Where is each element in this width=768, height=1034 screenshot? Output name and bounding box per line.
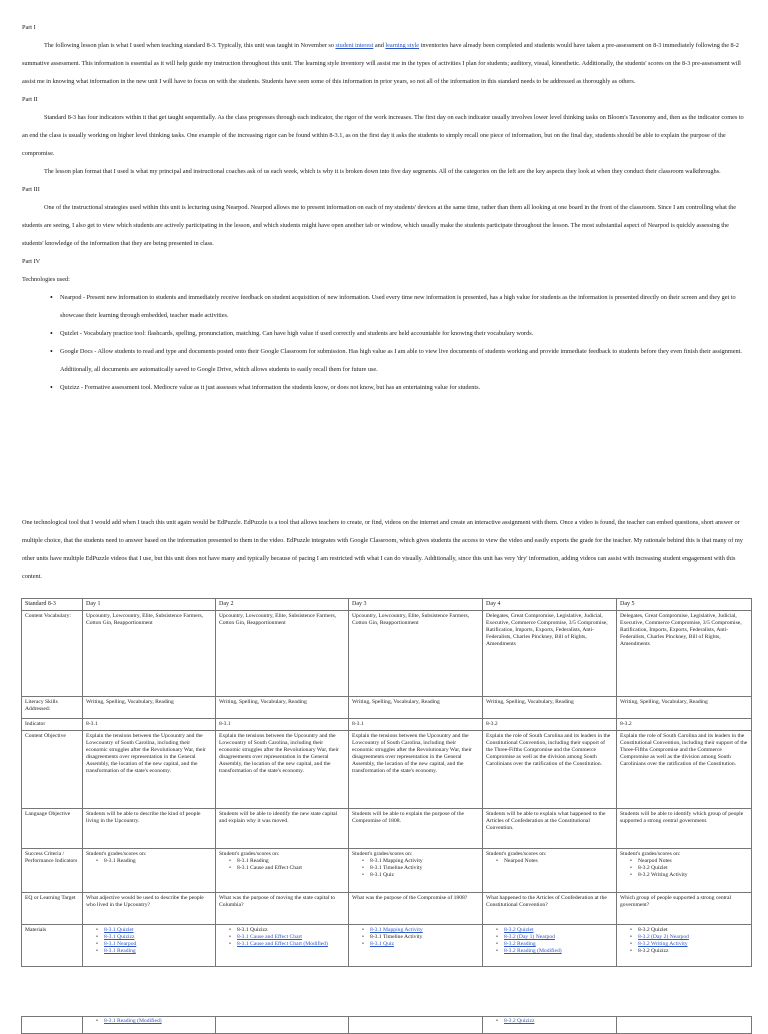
list-item[interactable] [638, 934, 748, 941]
table-cell [617, 849, 752, 893]
material-link[interactable]: 8-3.2 Quizizz [504, 1018, 535, 1024]
list-item: • 8-3.1 Quizizz [237, 927, 345, 934]
materials-list [352, 927, 479, 948]
table-cell: Explain the tensions between the Upcountry and the Lowcountry of South Carolina, including their economic struggles after the Revolutionary War, their disagreements over representation in the General Assembly, the location of the new capital, and the transformation of the state's economy. [83, 731, 216, 809]
material-link[interactable]: 8-3.1 Mapping Activity [370, 927, 423, 933]
table-cell: What was the purpose of the Compromise of 1808? [349, 893, 483, 925]
day-header: Day 3 [349, 599, 483, 611]
table-cell: Delegates, Great Compromise, Legislative, Judicial, Executive, Commerce Compromise, 3/5 Compromise, Ratification, Imports, Exports, Federalists, Anti-Federalists, Charles Pinckney, Bill of Rights, Amendments [483, 611, 617, 697]
table-cell: Writing, Spelling, Vocabulary, Reading [216, 697, 349, 719]
technologies-heading: Technologies used: [22, 276, 70, 283]
table-cell [83, 849, 216, 893]
list-item[interactable] [104, 941, 212, 948]
row-label: Content Objective [22, 731, 83, 809]
part1-paragraph [22, 37, 748, 91]
technologies-list [22, 289, 748, 397]
criteria-list [486, 858, 613, 865]
table-row [22, 719, 752, 731]
table-cell: Students will be able to explain the purpose of the Compromise of 1808. [349, 809, 483, 849]
cell-lead: Student's grades/scores on: [352, 851, 413, 857]
table-cell: Writing, Spelling, Vocabulary, Reading [349, 697, 483, 719]
row-label: Content Vocabulary: [22, 611, 83, 697]
materials-cell [349, 925, 483, 967]
material-link[interactable]: 8-3.1 Cause and Effect Chart (Modified) [237, 941, 328, 947]
table-cell: Students will be able to explain what happened to the Articles of Confederation at the Constitutional Convention. [483, 809, 617, 849]
materials-cell [617, 925, 752, 967]
table-cell: 8-3.1 [216, 719, 349, 731]
table-cell: Explain the role of South Carolina and its leaders in the Constitutional Convention, including their support of the Three-Fifths Compromise and the Commerce Compromise as well as the division among South Carolinians over the ratification of the Constitution. [483, 731, 617, 809]
list-item: • 8-3.1 Mapping Activity [370, 858, 479, 865]
table-cell [617, 1017, 752, 1034]
material-link[interactable]: 8-3.1 Nearpod [104, 941, 137, 947]
part2-heading: Part II [22, 96, 38, 103]
table-cell: Upcountry, Lowcountry, Elite, Subsistence Farmers, Cotton Gin, Reapportionment [349, 611, 483, 697]
table-header-row [22, 599, 752, 611]
material-link[interactable]: 8-3.1 Quizizz [104, 934, 135, 940]
table-cell: Which group of people supported a strong central government? [617, 893, 752, 925]
list-item: • 8-3.2 Writing Activity [638, 872, 748, 879]
table-cell: Explain the role of South Carolina and its leaders in the Constitutional Convention, including their support of the Three-Fifths Compromise and the Commerce Compromise as well as the division among South Carolinians over the ratification of the Constitution. [617, 731, 752, 809]
part1-text-c: inventories have already been completed and students would have taken a pre-assessment on 8-3 immediately following the 8-2 summative assessment. This information is essential as it will help guide my instruction throughout this unit. The learning style inventory will assist me in the types of activities I plan for students; auditory, visual, kinesthetic. Additionally, the students' scores on the 8-3 pre-assessment will assist me in knowing what information in the new unit I will have to focus on with the students. Students have seen some of this information in prior years, so not all of the information in this standard needs to be addressed as thoroughly as others. [22, 42, 741, 85]
table-cell: Explain the tensions between the Upcountry and the Lowcountry of South Carolina, including their economic struggles after the Revolutionary War, their disagreements over representation in the General Assembly, the location of the new capital, and the transformation of the state's economy. [216, 731, 349, 809]
table-cell [216, 849, 349, 893]
materials-list [86, 927, 212, 955]
list-item[interactable] [237, 941, 345, 948]
cell-lead: Student's grades/scores on: [486, 851, 547, 857]
list-item[interactable] [370, 941, 479, 948]
materials-list [219, 927, 345, 948]
criteria-list [219, 858, 345, 872]
day-header: Day 1 [83, 599, 216, 611]
criteria-list [86, 858, 212, 865]
day-header: Day 5 [617, 599, 752, 611]
table-cell: Upcountry, Lowcountry, Elite, Subsistence Farmers, Cotton Gin, Reapportionment [216, 611, 349, 697]
material-link[interactable]: 8-3.2 (Day 1) Nearpod [504, 934, 555, 940]
list-item: • Nearpod Notes [638, 858, 748, 865]
table-cell: 8-3.1 [349, 719, 483, 731]
list-item: • 8-3.1 Cause and Effect Chart [237, 865, 345, 872]
lesson-plan-table-continued [21, 1016, 752, 1034]
table-row [22, 893, 752, 925]
criteria-list [352, 858, 479, 879]
table-cell: Students will be able to identify the new state capital and explain why it was moved. [216, 809, 349, 849]
part1-text-a: The following lesson plan is what I used when teaching standard 8-3. Typically, this unit was taught in November so [44, 42, 336, 49]
list-item[interactable] [104, 948, 212, 955]
table-cell: 8-3.1 [83, 719, 216, 731]
day-header: Day 2 [216, 599, 349, 611]
materials-cell [483, 925, 617, 967]
list-item: • 8-3.1 Timeline Activity [370, 934, 479, 941]
table-cell: What adjective would be used to describe the people who lived in the Upcountry? [83, 893, 216, 925]
part4-heading: Part IV [22, 258, 41, 265]
row-label: EQ or Learning Target [22, 893, 83, 925]
material-link[interactable]: 8-3.2 Writing Activity [638, 941, 688, 947]
table-row [22, 849, 752, 893]
lesson-plan-table [21, 598, 752, 967]
table-cell [483, 849, 617, 893]
student-interest-link[interactable]: student interest [335, 42, 374, 49]
table-cell: Writing, Spelling, Vocabulary, Reading [483, 697, 617, 719]
table-cell: Writing, Spelling, Vocabulary, Reading [83, 697, 216, 719]
list-item: • Nearpod Notes [504, 858, 613, 865]
table-cell [22, 1017, 83, 1034]
table-cell: Delegates, Great Compromise, Legislative, Judicial, Executive, Commerce Compromise, 3/5 Compromise, Ratification, Imports, Exports, Federalists, Anti-Federalists, Charles Pinckney, Bill of Rights, Amendments [617, 611, 752, 697]
list-item[interactable] [237, 934, 345, 941]
row-label: Language Objective [22, 809, 83, 849]
cell-lead: Student's grades/scores on: [86, 851, 147, 857]
table-cell [483, 1017, 617, 1034]
list-item: • 8-3.2 Quizlet [638, 865, 748, 872]
list-item: • 8-3.2 Quizlet [638, 927, 748, 934]
list-item[interactable] [104, 927, 212, 934]
list-item[interactable] [504, 934, 613, 941]
table-cell: What happened to the Articles of Confederation at the Constitutional Convention? [483, 893, 617, 925]
part3-heading: Part III [22, 186, 40, 193]
material-link[interactable]: 8-3.1 Quiz [370, 941, 394, 947]
material-link[interactable]: 8-3.1 Reading (Modified) [104, 1018, 162, 1024]
table-cell: Explain the tensions between the Upcountry and the Lowcountry of South Carolina, including their economic struggles after the Revolutionary War, their disagreements over representation in the General Assembly, the location of the new capital, and the transformation of the state's economy. [349, 731, 483, 809]
closing-paragraph: One technological tool that I would add when I teach this unit again would be EdPuzzle. EdPuzzle is a tool that allows teachers to create, or find, videos on the internet and create an interactive assignment with them. Once a video is found, the teacher can embed questions, short answer or multiple choice, that the students need to answer based on the information presented to them in the video. EdPuzzle integrates with Google Classroom, which gives students the access to view the video and easily exports the grade for the teacher. My rationale behind this is that many of my other units have multiple EdPuzzle videos that I use, but this unit does not have many and typically because of pacing I am restricted with what I can do visually. Additionally, since this unit has very 'dry' information, adding videos can assist with increasing student engagement with this content. [22, 519, 743, 580]
materials-list [620, 927, 748, 955]
list-item: • Quizlet - Vocabulary practice tool: flashcards, spelling, pronunciation, matching. Can have high value if used correctly and students are held accountable for knowing their vocabulary words. [60, 325, 748, 343]
list-item[interactable] [504, 927, 613, 934]
table-cell [216, 1017, 349, 1034]
part2-paragraph-2: The lesson plan format that I used is what my principal and instructional coaches ask of us each week, which is why it is broken down into five day segments. All of the categories on the left are the key aspects they look at when they conduct their classroom walkthroughs. [44, 168, 721, 175]
learning-style-link[interactable]: learning style [385, 42, 420, 49]
row-label: Indicator [22, 719, 83, 731]
table-cell: Students will be able to describe the kind of people living in the Upcountry. [83, 809, 216, 849]
material-link[interactable]: 8-3.2 (Day 2) Nearpod [638, 934, 689, 940]
table-cell [349, 849, 483, 893]
part2-paragraph-1: Standard 8-3 has four indicators within it that get taught sequentially. As the class progresses through each indicator, the rigor of the work increases. The first day on each indicator usually involves lower level thinking tasks on Bloom's Taxonomy and, then as the indicator comes to an end the class is usually working on higher level thinking tasks. One example of the increasing rigor can be found within 8-3.1, as on the first day it asks the students to simply recall one piece of information, but on the final day, students should be able to explain the purpose of the compromise. [22, 114, 744, 157]
table-row [22, 809, 752, 849]
list-item[interactable] [638, 941, 748, 948]
row-label: Success Criteria / Performance Indicators [22, 849, 83, 893]
table-cell: What was the purpose of moving the state capital to Columbia? [216, 893, 349, 925]
materials-row [22, 925, 752, 967]
list-item[interactable] [504, 948, 613, 955]
part1-heading: Part I [22, 24, 36, 31]
material-link[interactable]: 8-3.1 Reading [104, 948, 136, 954]
list-item[interactable] [504, 941, 613, 948]
table-cell [349, 1017, 483, 1034]
closing-section [22, 514, 748, 586]
table-cell: Writing, Spelling, Vocabulary, Reading [617, 697, 752, 719]
list-item: • 8-3.1 Reading [237, 858, 345, 865]
table-cell [83, 1017, 216, 1034]
day-header: Day 4 [483, 599, 617, 611]
table-cell: 8-3.2 [483, 719, 617, 731]
table-row [22, 697, 752, 719]
material-link[interactable]: 8-3.1 Quizlet [104, 927, 134, 933]
table-cell: Upcountry, Lowcountry, Elite, Subsistence Farmers, Cotton Gin, Reapportionment [83, 611, 216, 697]
list-item: • Quizizz - Formative assessment tool. Mediocre value as it just assesses what information the students know, or does not know, but has an entertaining value for students. [60, 379, 748, 397]
cell-lead: Student's grades/scores on: [620, 851, 681, 857]
table-row [22, 611, 752, 697]
part1-section [22, 19, 748, 397]
table-cell: Students will be able to identify which group of people supported a strong central government. [617, 809, 752, 849]
list-item[interactable] [104, 934, 212, 941]
table-cell: 8-3.2 [617, 719, 752, 731]
part3-paragraph: One of the instructional strategies used within this unit is lecturing using Nearpod. Nearpod allows me to present information on each of my students' devices at the same time, rather than them all looking at one board in the front of the classroom. Since I am controlling what the students are seeing, I also get to view which students are actively participating in the lesson, and which students might have open another tab or window, which usually make the students participate throughout the lesson. The most substantial aspect of Nearpod is quickly assessing the students' knowledge of the information that they are being presented in class. [22, 204, 737, 247]
table-corner-cell: Standard 8-3 [22, 599, 83, 611]
material-link[interactable]: 8-3.2 Reading (Modified) [504, 948, 562, 954]
part1-text-b: and [373, 42, 386, 49]
materials-cell [83, 925, 216, 967]
list-item: • 8-3.1 Reading [104, 858, 212, 865]
materials-cell [216, 925, 349, 967]
criteria-list [620, 858, 748, 879]
row-label: Materials [22, 925, 83, 967]
materials-list [486, 927, 613, 955]
list-item: • 8-3.2 Quizizz [638, 948, 748, 955]
list-item: • 8-3.1 Quiz [370, 872, 479, 879]
material-link[interactable]: 8-3.2 Reading [504, 941, 536, 947]
row-label: Literacy Skills Addressed: [22, 697, 83, 719]
cell-lead: Student's grades/scores on: [219, 851, 280, 857]
list-item: • Nearpod - Present new information to students and immediately receive feedback on student acquisition of new information. Used every time new information is presented, has a high value for students as the information is presented directly on their screen and they get to showcase their learning through embedded, teacher made activities. [60, 289, 748, 325]
list-item: • Google Docs - Allow students to read and type and documents posted onto their Google Classroom for submission. Has high value as I am able to view live documents of students working and provide immediate feedback to students before they even finish their assignment. Additionally, all documents are automatically saved to Google Drive, which allows students to easily recall them for future use. [60, 343, 748, 379]
table-row [22, 1017, 752, 1034]
list-item: • 8-3.1 Timeline Activity [370, 865, 479, 872]
material-link[interactable]: 8-3.1 Cause and Effect Chart [237, 934, 302, 940]
material-link[interactable]: 8-3.2 Quizlet [504, 927, 534, 933]
table-row [22, 731, 752, 809]
list-item[interactable] [370, 927, 479, 934]
